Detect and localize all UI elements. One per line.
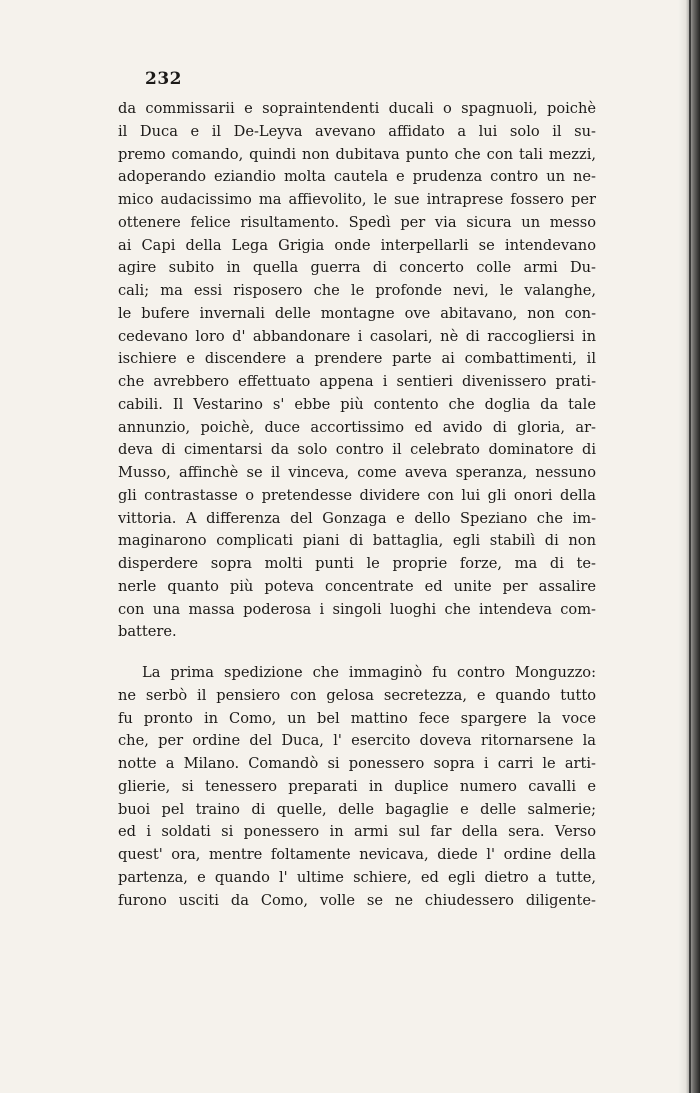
text-line: che avrebbero effettuato appena i sentieri divenissero prati- [118, 373, 596, 390]
text-line: adoperando eziandio molta cautela e prudenza contro un ne- [118, 168, 596, 186]
text-line: cali; ma essi risposero che le profonde nevi, le valanghe, [118, 282, 596, 299]
text-line: da commissarii e sopraintendenti ducali o spagnuoli, poichè [118, 100, 596, 117]
text-line: agire subito in quella guerra di concerto colle armi Du- [118, 259, 596, 277]
text-line: ottenere felice risultamento. Spedì per via sicura un messo [118, 213, 596, 231]
text-line: ne serbò il pensiero con gelosa secretezza, e quando tutto [118, 686, 596, 704]
paragraph-1 [118, 98, 596, 644]
text-line: glierie, si tenessero preparati in duplice numero cavalli e [118, 777, 596, 795]
text-line: il Duca e il De-Leyva avevano affidato a lui solo il su- [118, 122, 596, 140]
text-line: disperdere sopra molti punti le proprie forze, ma di te- [118, 555, 596, 572]
text-line: furono usciti da Como, volle se ne chiudessero diligente- [118, 891, 596, 909]
text-line: deva di cimentarsi da solo contro il celebrato dominatore di [118, 441, 596, 459]
binding-edge [689, 0, 691, 1093]
text-line: annunzio, poichè, duce accortissimo ed avido di gloria, ar- [118, 418, 596, 436]
text-line: con una massa poderosa i singoli luoghi che intendeva com- [118, 600, 596, 618]
text-block [118, 60, 596, 912]
text-line: le bufere invernali delle montagne ove abitavano, non con- [118, 304, 596, 322]
text-line: premo comando, quindi non dubitava punto che con tali mezzi, [118, 145, 596, 163]
paragraph-gap [118, 644, 596, 662]
text-line: gli contrastasse o pretendesse dividere con lui gli onori della [118, 486, 596, 504]
text-line: buoi pel traino di quelle, delle bagaglie e delle salmerie; [118, 800, 596, 818]
text-line: ai Capi della Lega Grigia onde interpellarli se intendevano [118, 236, 596, 254]
text-line: cabili. Il Vestarino s' ebbe più contento che doglia da tale [118, 395, 596, 413]
paragraph-2 [118, 662, 596, 912]
text-line: vittoria. A differenza del Gonzaga e dello Speziano che im- [118, 509, 596, 527]
text-line: maginarono complicati piani di battaglia, egli stabilì di non [118, 532, 596, 550]
text-line: cedevano loro d' abbandonare i casolari, nè di raccogliersi in [118, 327, 596, 345]
text-line: che, per ordine del Duca, l' esercito doveva ritornarsene la [118, 732, 596, 750]
text-line: battere. [118, 623, 177, 641]
text-line: fu pronto in Como, un bel mattino fece spargere la voce [118, 709, 596, 727]
page-number: 232 [145, 69, 182, 89]
text-line: ischiere e discendere a prendere parte ai combattimenti, il [118, 350, 596, 368]
text-line: partenza, e quando l' ultime schiere, ed egli dietro a tutte, [118, 868, 596, 886]
text-line: La prima spedizione che immaginò fu contro Monguzzo: [142, 664, 596, 681]
text-line: ed i soldati si ponessero in armi sul far della sera. Verso [118, 823, 596, 841]
text-line: nerle quanto più poteva concentrate ed unite per assalire [118, 577, 596, 595]
text-line: Musso, affinchè se il vinceva, come aveva speranza, nessuno [118, 464, 596, 481]
text-line: quest' ora, mentre foltamente nevicava, diede l' ordine della [118, 846, 596, 863]
text-line: mico audacissimo ma affievolito, le sue intraprese fossero per [118, 191, 596, 208]
text-line: notte a Milano. Comandò si ponessero sopra i carri le arti- [118, 755, 596, 772]
